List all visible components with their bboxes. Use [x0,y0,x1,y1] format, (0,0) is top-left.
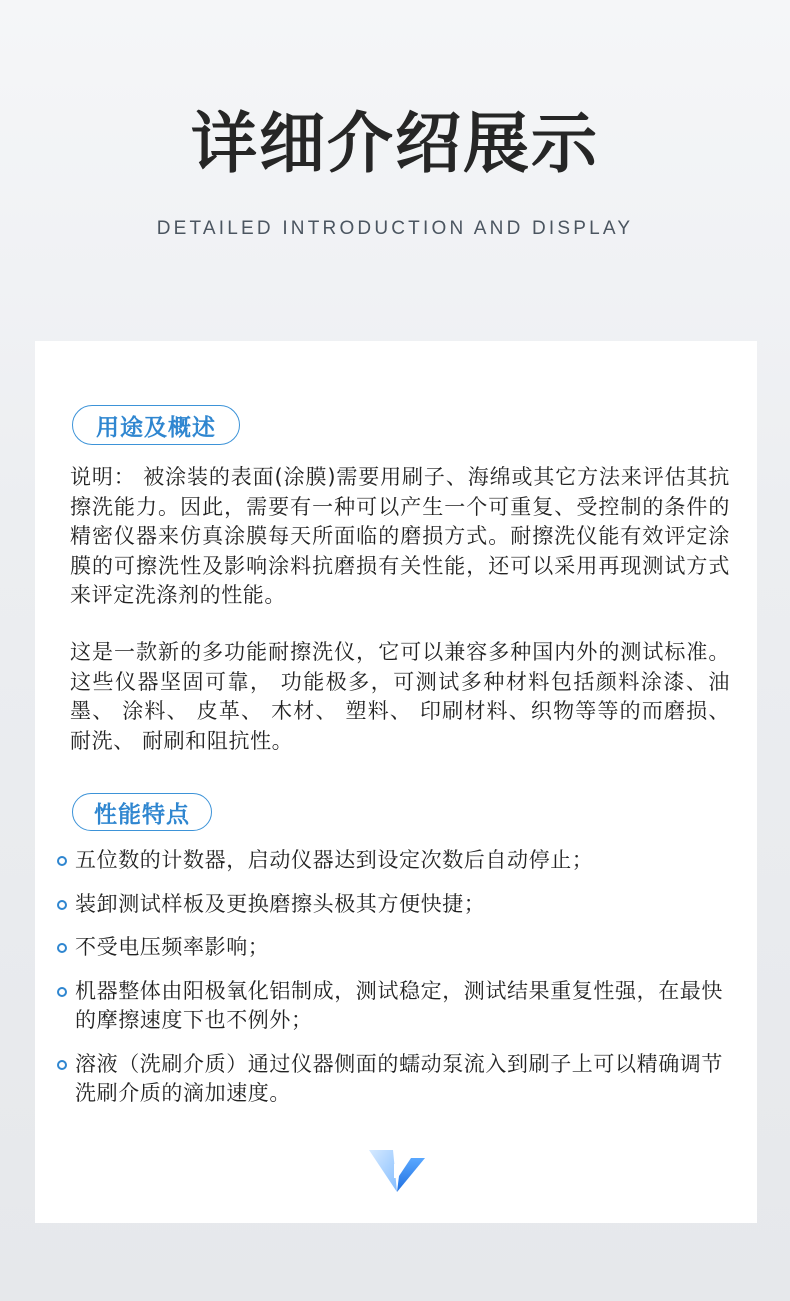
usage-paragraph: 这是一款新的多功能耐擦洗仪，它可以兼容多种国内外的测试标准。 这些仪器坚固可靠， 功能极多，可测试多种材料包括颜料涂漆、油墨、 涂料、 皮革、 木材、 塑料、 印刷材料、织物等等的而磨损、 耐洗、 耐刷和阻抗性。 [70,640,730,753]
page-title: 详细介绍展示 [191,105,599,182]
features-list [57,846,737,1123]
feature-text: 五位数的计数器，启动仪器达到设定次数后自动停止； [75,848,594,872]
brand-v-logo-icon [367,1146,427,1194]
feature-item [57,846,737,876]
usage-paragraph: 说明： 被涂装的表面(涂膜)需要用刷子、海绵或其它方法来评估其抗擦洗能力。因此，需要有一种可以产生一个可重复、受控制的条件的精密仪器来仿真涂膜每天所面临的磨损方式。耐擦洗仪能有效评定涂膜的可擦洗性及影响涂料抗磨损有关性能，还可以采用再现测试方式来评定洗涤剂的性能。 [70,465,730,607]
feature-text: 不受电压频率影响； [75,935,270,959]
bullet-circle-icon [57,987,67,997]
feature-item [57,890,737,920]
bullet-circle-icon [57,856,67,866]
feature-item [57,1050,737,1109]
section-heading-features: 性能特点 [72,793,212,831]
feature-text: 装卸测试样板及更换磨擦头极其方便快捷； [75,891,486,916]
feature-item [57,933,737,963]
content-card [35,341,757,1223]
section-heading-usage: 用途及概述 [72,405,240,445]
page-subtitle: DETAILED INTRODUCTION AND DISPLAY [156,218,634,239]
feature-item [57,977,737,1036]
bullet-circle-icon [57,900,67,910]
feature-text: 机器整体由阳极氧化铝制成，测试稳定，测试结果重复性强，在最快的摩擦速度下也不例外； [75,978,723,1032]
feature-text: 溶液（洗刷介质）通过仪器侧面的蠕动泵流入到刷子上可以精确调节洗刷介质的滴加速度。 [75,1051,723,1105]
bullet-circle-icon [57,943,67,953]
bullet-circle-icon [57,1060,67,1070]
